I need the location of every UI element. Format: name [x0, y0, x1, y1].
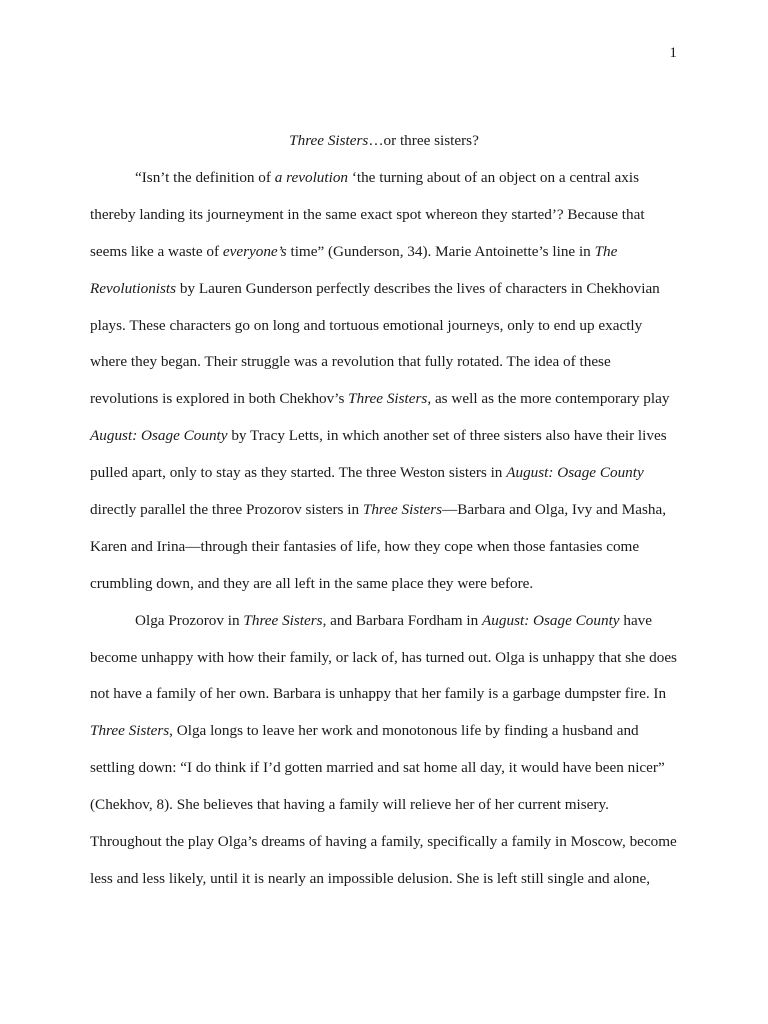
- text-line: [90, 316, 678, 353]
- italic-text: Three Sisters: [362, 501, 443, 519]
- text-run: by Tracy Letts, in which another set of three sisters also have their lives: [227, 427, 667, 445]
- text-line: [90, 795, 678, 832]
- text-run: , and Barbara Fordham in: [322, 611, 483, 629]
- italic-text: August: Osage County: [90, 427, 228, 445]
- text-line: [90, 426, 678, 463]
- text-run: pulled apart, only to stay as they started. The three Weston sisters in: [90, 464, 507, 482]
- text-line: [90, 352, 678, 389]
- text-run: , Olga longs to leave her work and monotonous life by finding a husband and: [169, 722, 639, 740]
- text-line: [90, 832, 678, 869]
- text-line: [90, 279, 678, 316]
- italic-text: Revolutionists: [90, 279, 177, 297]
- text-run: thereby landing its journeyment in the same exact spot whereon they started’? Because that: [90, 205, 645, 223]
- text-line: [90, 537, 678, 574]
- text-line: [90, 869, 678, 906]
- text-line: [90, 574, 678, 611]
- page-number: 1: [669, 44, 677, 61]
- text-run: become unhappy with how their family, or lack of, has turned out. Olga is unhappy that she does: [90, 648, 677, 666]
- essay-body: [90, 168, 678, 906]
- text-run: revolutions is explored in both Chekhov’s: [90, 390, 349, 408]
- essay-title: [90, 131, 678, 151]
- text-run: Throughout the play Olga’s dreams of having a family, specifically a family in Moscow, become: [90, 833, 677, 851]
- text-line: [90, 463, 678, 500]
- text-run: not have a family of her own. Barbara is unhappy that her family is a garbage dumpster fire. In: [90, 685, 667, 703]
- italic-text: August: Osage County: [506, 464, 644, 482]
- text-line: [90, 721, 678, 758]
- title-italic: Three Sisters: [289, 132, 369, 149]
- text-run: Karen and Irina—through their fantasies of life, how they cope when those fantasies come: [90, 537, 640, 555]
- text-run: —Barbara and Olga, Ivy and Masha,: [442, 501, 666, 519]
- italic-text: everyone’s: [222, 242, 287, 260]
- text-run: by Lauren Gunderson perfectly describes the lives of characters in Chekhovian: [176, 279, 660, 297]
- text-run: where they began. Their struggle was a revolution that fully rotated. The idea of these: [90, 353, 611, 371]
- text-run: crumbling down, and they are all left in the same place they were before.: [90, 574, 534, 592]
- text-run: (Chekhov, 8). She believes that having a family will relieve her of her current misery.: [90, 796, 609, 814]
- title-rest: …or three sisters?: [368, 132, 479, 149]
- italic-text: Three Sisters: [348, 390, 428, 408]
- text-line: [90, 500, 678, 537]
- text-run: ‘the turning about of an object on a central axis: [348, 169, 640, 186]
- italic-text: The: [594, 242, 618, 260]
- italic-text: a revolution: [274, 169, 349, 186]
- text-run: time” (Gunderson, 34). Marie Antoinette’s line in: [286, 242, 595, 260]
- text-run: Olga Prozorov in: [135, 611, 244, 629]
- italic-text: Three Sisters: [243, 611, 323, 629]
- text-line: [90, 242, 678, 279]
- text-run: “Isn’t the definition of: [135, 169, 275, 186]
- text-run: settling down: “I do think if I’d gotten married and sat home all day, it would have been nicer”: [90, 759, 665, 777]
- text-line: [90, 648, 678, 685]
- text-line: [90, 684, 678, 721]
- text-run: , as well as the more contemporary play: [427, 390, 670, 408]
- text-run: plays. These characters go on long and tortuous emotional journeys, only to end up exactly: [90, 316, 643, 334]
- text-line: [90, 758, 678, 795]
- italic-text: August: Osage County: [482, 611, 620, 629]
- text-run: less and less likely, until it is nearly an impossible delusion. She is left still single and alone,: [90, 869, 651, 887]
- italic-text: Three Sisters: [90, 722, 170, 740]
- text-line: [90, 611, 678, 648]
- text-run: directly parallel the three Prozorov sisters in: [90, 501, 363, 519]
- text-line: [90, 389, 678, 426]
- text-run: seems like a waste of: [90, 242, 223, 260]
- text-run: have: [619, 611, 653, 629]
- text-line: [90, 205, 678, 242]
- text-line: [90, 168, 678, 205]
